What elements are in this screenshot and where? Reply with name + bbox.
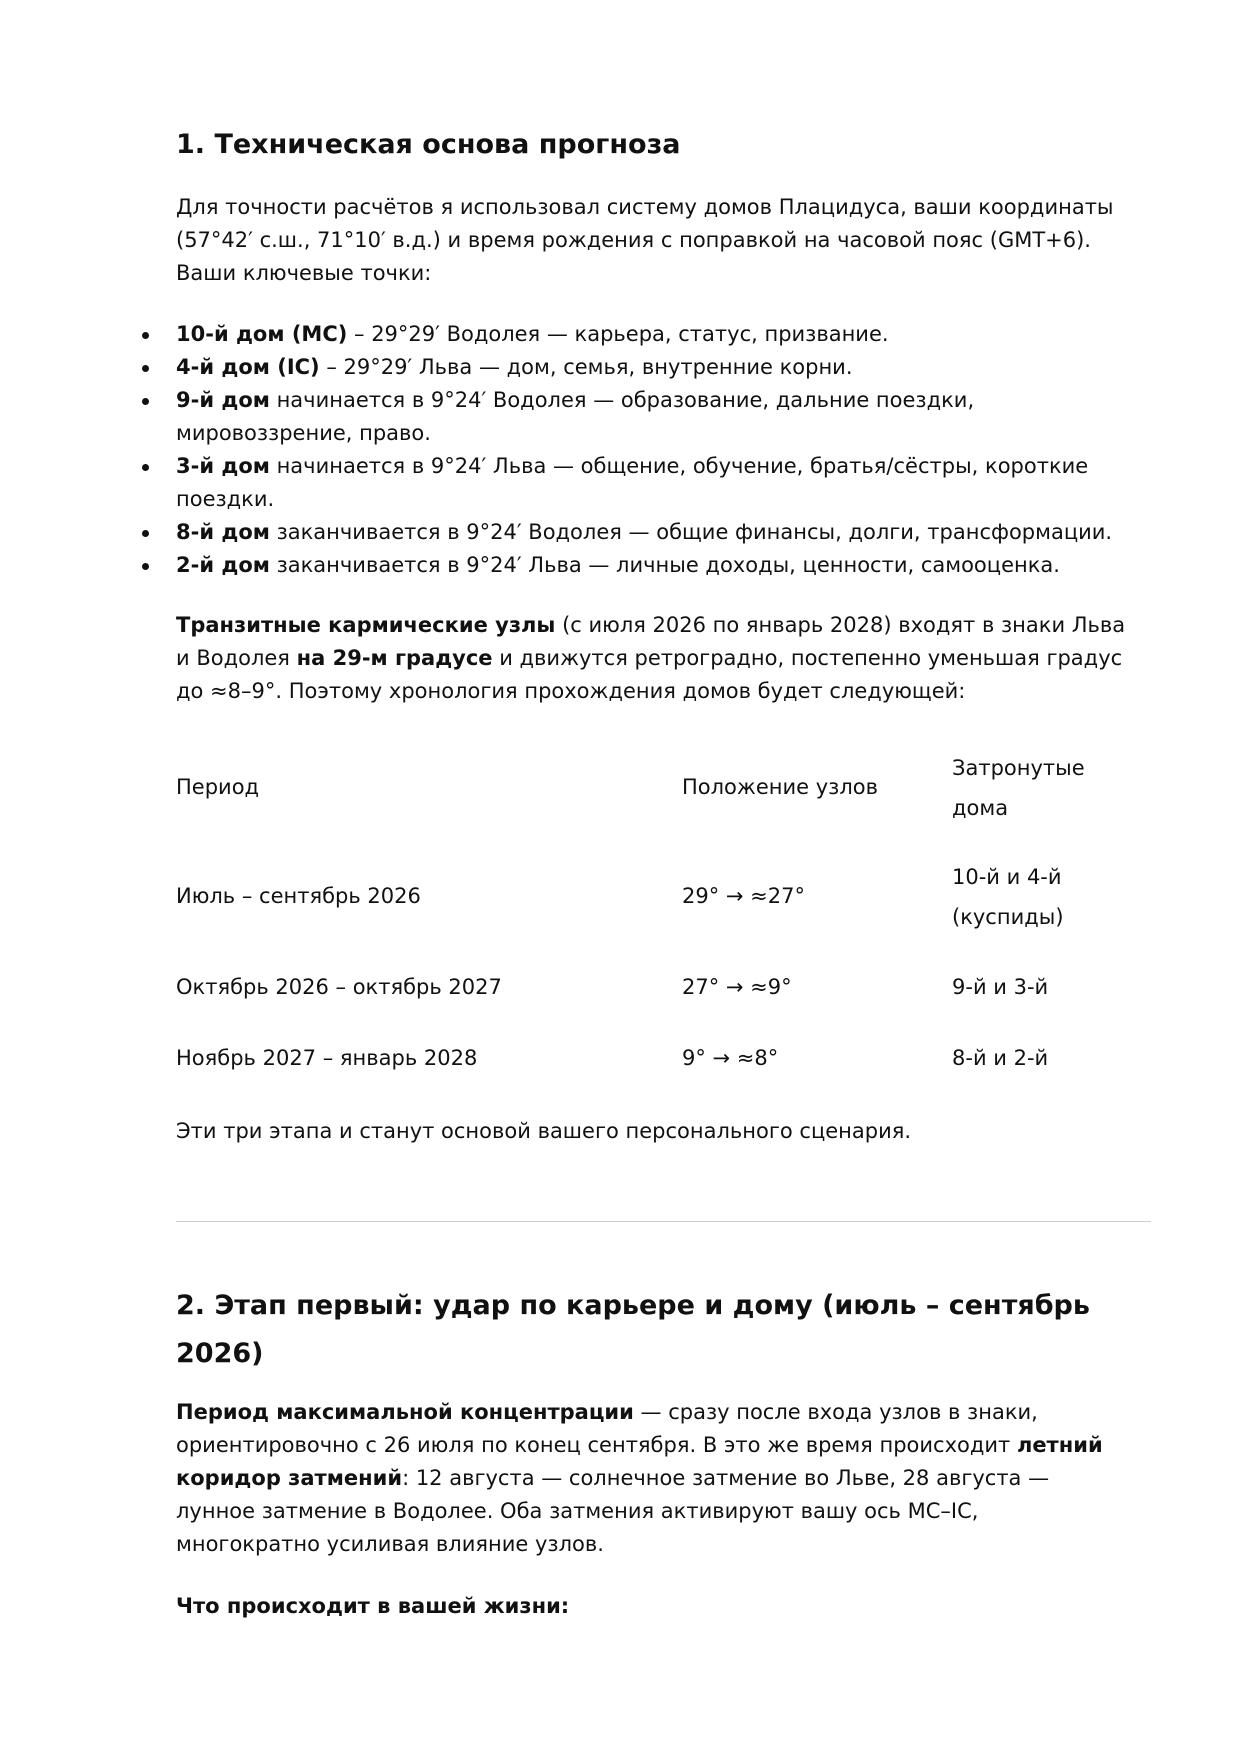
- table-cell-houses: 8-й и 2-й: [952, 1046, 1049, 1070]
- table-cell-position: 29° → ≈27°: [682, 884, 805, 908]
- table-cell-position: 27° → ≈9°: [682, 975, 792, 999]
- table-header-houses: Затронутые дома: [952, 756, 1085, 820]
- list-item: 8-й дом заканчивается в 9°24′ Водолея — общие финансы, долги, трансформации.: [176, 516, 1151, 549]
- table-cell-period: Ноябрь 2027 – январь 2028: [176, 1046, 478, 1070]
- what-happens-heading: Что происходит в вашей жизни:: [176, 1594, 570, 1618]
- table-cell-houses: 9-й и 3-й: [952, 975, 1049, 999]
- intro-paragraph: Для точности расчётов я использовал систему домов Плацидуса, ваши координаты (57°42′ с.ш., 71°10′ в.д.) и время рождения с поправкой на часовой пояс (GMT+6). Ваши ключевые точки:: [176, 195, 1114, 285]
- list-item: 10-й дом (MC) – 29°29′ Водолея — карьера, статус, призвание.: [176, 318, 1151, 351]
- section-1-heading: 1. Техническая основа прогноза: [176, 129, 681, 160]
- key-points-list: [176, 318, 1151, 582]
- table-cell-period: Июль – сентябрь 2026: [176, 884, 421, 908]
- list-item: 2-й дом заканчивается в 9°24′ Льва — личные доходы, ценности, самооценка.: [176, 549, 1151, 582]
- list-item: 9-й дом начинается в 9°24′ Водолея — образование, дальние поездки, мировоззрение, право.: [176, 384, 1151, 450]
- stage-paragraph: Период максимальной концентрации — сразу после входа узлов в знаки, ориентировочно с 26 июля по конец сентября. В это же время происходит летний коридор затмений: 12 августа — солнечное затмение во Льве, 28 августа — лунное затмение в Водолее. Оба затмения активируют вашу ось MC–IC, многократно усиливая влияние узлов.: [176, 1400, 1103, 1556]
- table-cell-position: 9° → ≈8°: [682, 1046, 779, 1070]
- section-2-heading: 2. Этап первый: удар по карьере и дому (июль – сентябрь 2026): [176, 1290, 1090, 1369]
- section-divider: [176, 1221, 1151, 1222]
- list-item: 3-й дом начинается в 9°24′ Льва — общение, обучение, братья/сёстры, короткие поездки.: [176, 450, 1151, 516]
- table-header-position: Положение узлов: [682, 775, 878, 799]
- list-item: 4-й дом (IC) – 29°29′ Льва — дом, семья, внутренние корни.: [176, 351, 1151, 384]
- table-header-period: Период: [176, 775, 260, 799]
- table-cell-houses: 10-й и 4-й (куспиды): [952, 865, 1064, 929]
- nodes-paragraph: Транзитные кармические узлы (с июля 2026 по январь 2028) входят в знаки Льва и Водолея на 29-м градусе и движутся ретроградно, постепенно уменьшая градус до ≈8–9°. Поэтому хронология прохождения домов будет следующей:: [176, 613, 1126, 703]
- table-cell-period: Октябрь 2026 – октябрь 2027: [176, 975, 502, 999]
- summary-paragraph: Эти три этапа и станут основой вашего персонального сценария.: [176, 1119, 912, 1143]
